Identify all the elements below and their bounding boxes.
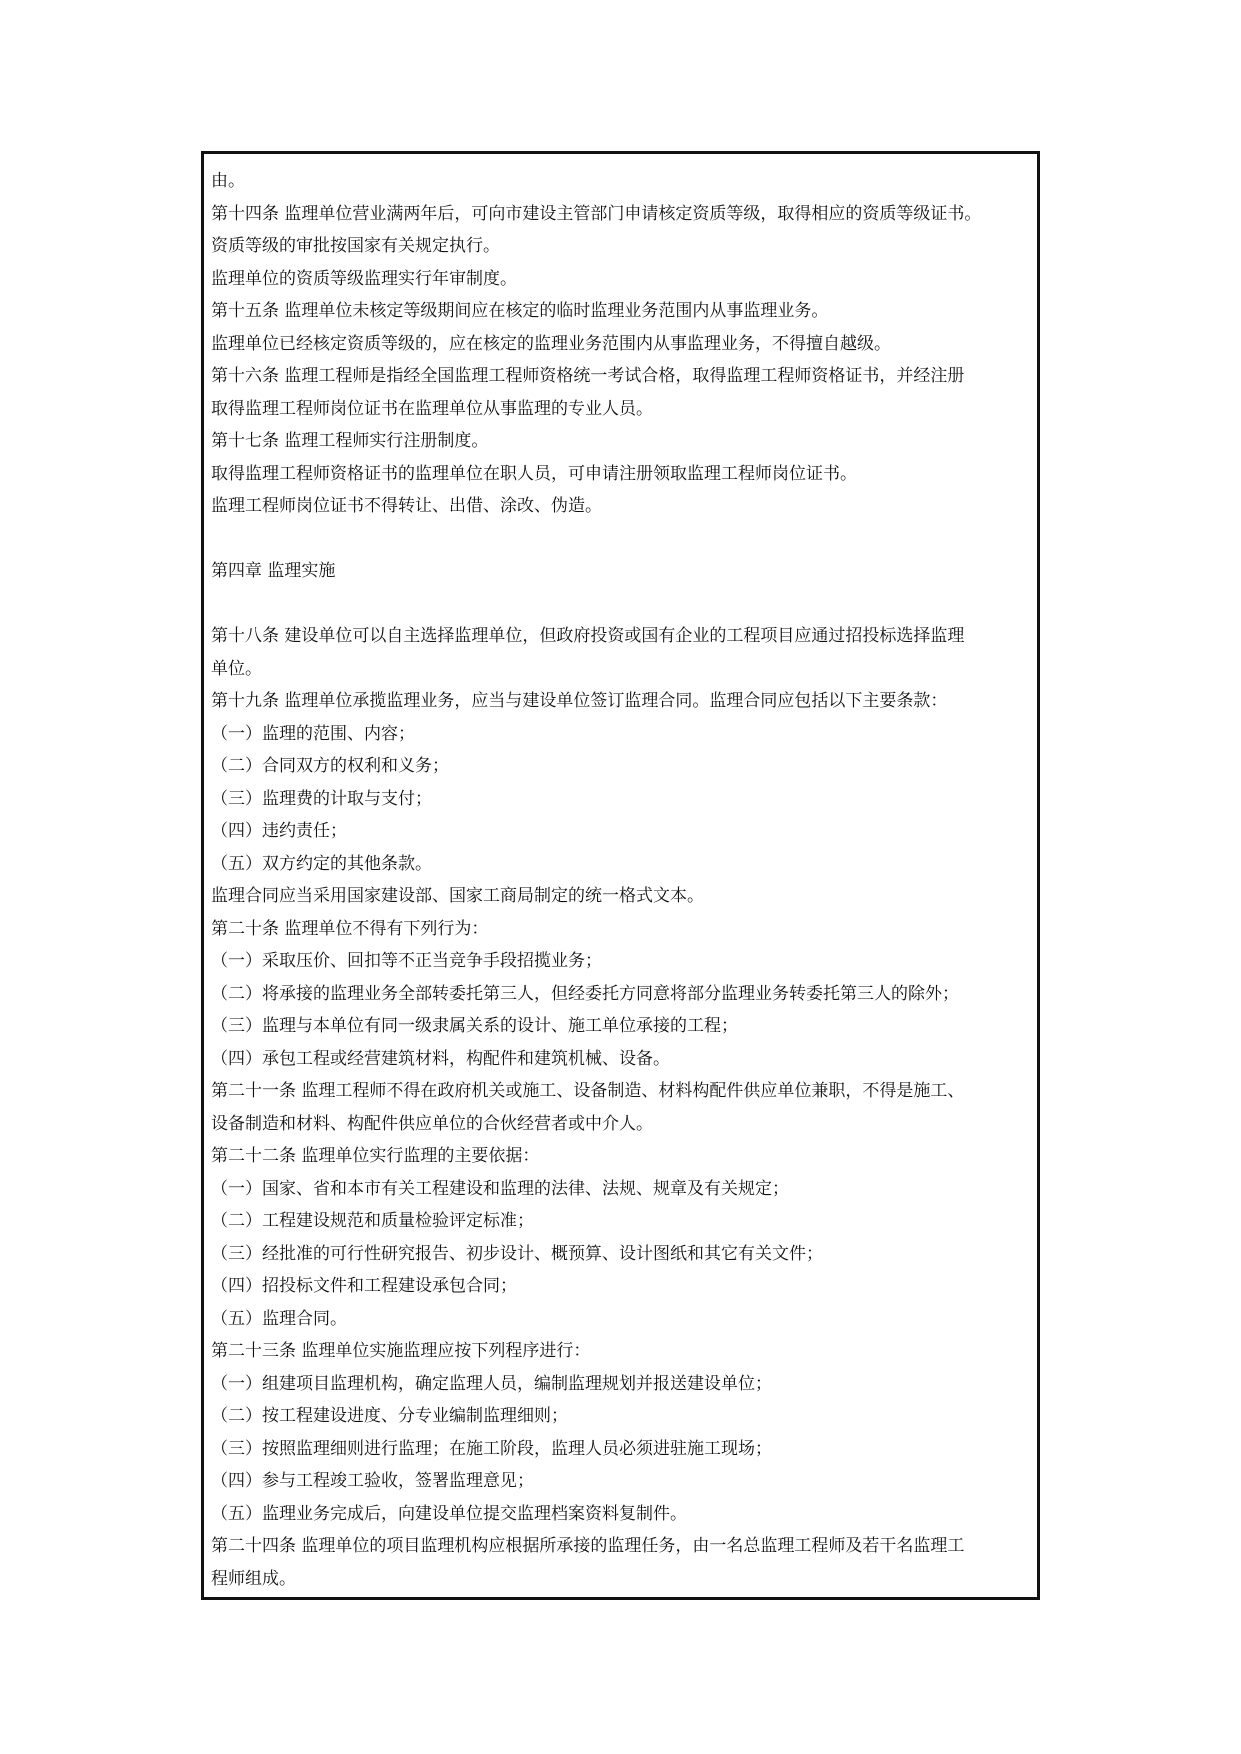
list-item: （三）按照监理细则进行监理；在施工阶段，监理人员必须进驻施工现场；	[211, 1438, 772, 1459]
article-line: 第二十条 监理单位不得有下列行为：	[211, 918, 489, 939]
list-item: （四）招投标文件和工程建设承包合同；	[211, 1276, 517, 1296]
list-item: （五）监理合同。	[211, 1308, 347, 1329]
page-frame	[201, 151, 1040, 1600]
article-line: 第十八条 建设单位可以自主选择监理单位，但政府投资或国有企业的工程项目应通过招投标选择监理	[211, 626, 965, 646]
text-line: 取得监理工程师资格证书的监理单位在职人员，可申请注册领取监理工程师岗位证书。	[211, 463, 857, 484]
text-line: 设备制造和材料、构配件供应单位的合伙经营者或中介人。	[211, 1113, 653, 1134]
list-item: （二）工程建设规范和质量检验评定标准；	[211, 1211, 534, 1231]
article-line: 第十四条 监理单位营业满两年后，可向市建设主管部门申请核定资质等级，取得相应的资质等级证书。	[211, 203, 982, 224]
list-item: （四）承包工程或经营建筑材料，构配件和建筑机械、设备。	[211, 1048, 670, 1069]
text-line: 监理单位已经核定资质等级的，应在核定的监理业务范围内从事监理业务，不得擅自越级。	[211, 333, 891, 354]
list-item: （三）监理与本单位有同一级隶属关系的设计、施工单位承接的工程；	[211, 1016, 738, 1036]
text-line: 资质等级的审批按国家有关规定执行。	[211, 236, 500, 256]
list-item: （一）采取压价、回扣等不正当竞争手段招揽业务；	[211, 951, 602, 971]
article-line: 第十七条 监理工程师实行注册制度。	[211, 431, 489, 451]
text-line: 程师组成。	[211, 1568, 296, 1589]
text-line: 由。	[211, 171, 245, 191]
list-item: （一）国家、省和本市有关工程建设和监理的法律、法规、规章及有关规定；	[211, 1178, 789, 1199]
text-line: 监理合同应当采用国家建设部、国家工商局制定的统一格式文本。	[211, 886, 704, 906]
document-body	[211, 165, 1035, 1595]
chapter-heading: 第四章 监理实施	[211, 561, 336, 581]
text-line: 取得监理工程师岗位证书在监理单位从事监理的专业人员。	[211, 398, 653, 419]
article-line: 第二十二条 监理单位实行监理的主要依据：	[211, 1146, 540, 1166]
article-line: 第十六条 监理工程师是指经全国监理工程师资格统一考试合格，取得监理工程师资格证书，并经注册	[211, 366, 965, 386]
text-line: 监理单位的资质等级监理实行年审制度。	[211, 268, 517, 289]
article-line: 第十九条 监理单位承揽监理业务，应当与建设单位签订监理合同。监理合同应包括以下主要条款：	[211, 691, 948, 711]
article-line: 第二十一条 监理工程师不得在政府机关或施工、设备制造、材料构配件供应单位兼职，不得是施工、	[211, 1081, 965, 1101]
list-item: （五）监理业务完成后，向建设单位提交监理档案资料复制件。	[211, 1503, 687, 1524]
list-item: （二）将承接的监理业务全部转委托第三人，但经委托方同意将部分监理业务转委托第三人的除外；	[211, 983, 959, 1004]
article-line: 第十五条 监理单位未核定等级期间应在核定的临时监理业务范围内从事监理业务。	[211, 301, 829, 321]
list-item: （二）按工程建设进度、分专业编制监理细则；	[211, 1406, 568, 1426]
text-line: 监理工程师岗位证书不得转让、出借、涂改、伪造。	[211, 496, 602, 516]
list-item: （一）监理的范围、内容；	[211, 723, 415, 744]
blank-line	[211, 523, 1035, 556]
list-item: （三）经批准的可行性研究报告、初步设计、概预算、设计图纸和其它有关文件；	[211, 1243, 823, 1264]
list-item: （三）监理费的计取与支付；	[211, 788, 432, 809]
list-item: （四）违约责任；	[211, 821, 347, 841]
text-line: 单位。	[211, 658, 262, 679]
blank-line	[211, 588, 1035, 621]
list-item: （一）组建项目监理机构，确定监理人员，编制监理规划并报送建设单位；	[211, 1373, 772, 1394]
list-item: （二）合同双方的权利和义务；	[211, 756, 449, 776]
article-line: 第二十三条 监理单位实施监理应按下列程序进行：	[211, 1341, 591, 1361]
list-item: （五）双方约定的其他条款。	[211, 853, 432, 874]
article-line: 第二十四条 监理单位的项目监理机构应根据所承接的监理任务，由一名总监理工程师及若干名监理工	[211, 1536, 965, 1556]
list-item: （四）参与工程竣工验收，签署监理意见；	[211, 1471, 534, 1491]
